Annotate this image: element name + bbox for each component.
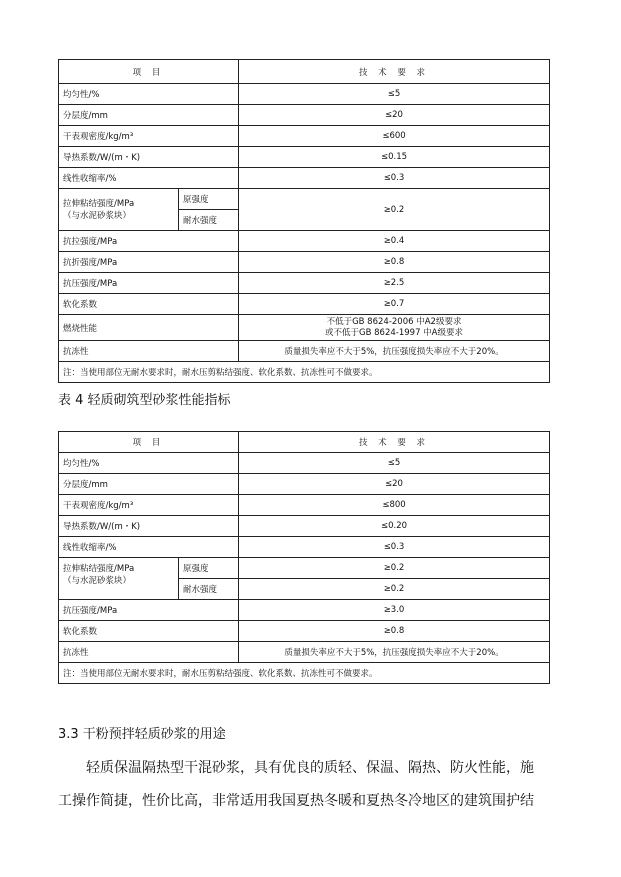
row-value: ≤800 bbox=[239, 495, 550, 516]
table-row bbox=[59, 84, 550, 105]
table-row bbox=[59, 147, 550, 168]
row-label: 抗折强度/MPa bbox=[59, 252, 239, 273]
spec-table-2 bbox=[58, 431, 550, 684]
row-label: 干表观密度/kg/m³ bbox=[59, 126, 239, 147]
row-value: ≤0.3 bbox=[239, 168, 550, 189]
table-row bbox=[59, 558, 550, 579]
frost-value: 质量损失率应不大于5%，抗压强度损失率应不大于20%。 bbox=[239, 341, 550, 362]
row-label: 均匀性/% bbox=[59, 84, 239, 105]
table-row bbox=[59, 315, 550, 341]
row-label: 软化系数 bbox=[59, 621, 239, 642]
bond-value: ≥0.2 bbox=[239, 189, 550, 231]
row-label: 线性收缩率/% bbox=[59, 537, 239, 558]
table-row bbox=[59, 231, 550, 252]
header-item: 项 目 bbox=[59, 432, 239, 453]
table-row bbox=[59, 495, 550, 516]
table-header-row bbox=[59, 60, 550, 84]
table-row bbox=[59, 621, 550, 642]
row-value: ≥0.8 bbox=[239, 252, 550, 273]
frost-label: 抗冻性 bbox=[59, 341, 239, 362]
frost-label: 抗冻性 bbox=[59, 642, 239, 663]
table-note-row bbox=[59, 362, 550, 383]
frost-value: 质量损失率应不大于5%，抗压强度损失率应不大于20%。 bbox=[239, 642, 550, 663]
bond-sub-water: 耐水强度 bbox=[179, 210, 239, 231]
table-note: 注：当使用部位无耐水要求时，耐水压剪粘结强度、软化系数、抗冻性可不做要求。 bbox=[59, 362, 550, 383]
row-value: ≤20 bbox=[239, 105, 550, 126]
row-value: ≤600 bbox=[239, 126, 550, 147]
row-label: 抗压强度/MPa bbox=[59, 273, 239, 294]
row-label: 线性收缩率/% bbox=[59, 168, 239, 189]
bond-sub-water: 耐水强度 bbox=[179, 579, 239, 600]
spec-table-1 bbox=[58, 59, 550, 383]
table-row bbox=[59, 126, 550, 147]
row-label: 导热系数/W/(m・K) bbox=[59, 147, 239, 168]
row-label: 分层度/mm bbox=[59, 474, 239, 495]
row-value: ≤20 bbox=[239, 474, 550, 495]
table-note: 注：当使用部位无耐水要求时，耐水压剪粘结强度、软化系数、抗冻性可不做要求。 bbox=[59, 663, 550, 684]
row-value: ≥0.4 bbox=[239, 231, 550, 252]
bond-value-water: ≥0.2 bbox=[239, 579, 550, 600]
row-label: 干表观密度/kg/m³ bbox=[59, 495, 239, 516]
table-row bbox=[59, 474, 550, 495]
row-value: ≤5 bbox=[239, 453, 550, 474]
table-row bbox=[59, 600, 550, 621]
table-row bbox=[59, 341, 550, 362]
row-value: ≤0.15 bbox=[239, 147, 550, 168]
table-row bbox=[59, 537, 550, 558]
row-value: ≤5 bbox=[239, 84, 550, 105]
bond-label bbox=[59, 189, 179, 231]
row-value: ≤0.20 bbox=[239, 516, 550, 537]
bond-label-line1: 拉伸粘结强度/MPa bbox=[63, 564, 135, 574]
bond-value-original: ≥0.2 bbox=[239, 558, 550, 579]
paragraph-line-1: 轻质保温隔热型干混砂浆，具有优良的质轻、保温、隔热、防火性能，施 bbox=[86, 760, 534, 776]
table-caption: 表 4 轻质砌筑型砂浆性能指标 bbox=[58, 393, 231, 408]
bond-sub-original: 原强度 bbox=[179, 558, 239, 579]
row-label: 导热系数/W/(m・K) bbox=[59, 516, 239, 537]
row-value: ≥2.5 bbox=[239, 273, 550, 294]
fire-value-line1: 不低于GB 8624-2006 中A2级要求 bbox=[326, 316, 462, 327]
row-label: 抗拉强度/MPa bbox=[59, 231, 239, 252]
row-value: ≤0.3 bbox=[239, 537, 550, 558]
row-value: ≥0.7 bbox=[239, 294, 550, 315]
header-requirement: 技 术 要 求 bbox=[239, 60, 550, 84]
fire-value bbox=[239, 315, 550, 341]
bond-label bbox=[59, 558, 179, 600]
table-header-row bbox=[59, 432, 550, 453]
bond-sub-original: 原强度 bbox=[179, 189, 239, 210]
paragraph-line-2: 工操作简捷，性价比高，非常适用我国夏热冬暖和夏热冬冷地区的建筑围护结 bbox=[58, 793, 534, 809]
table-row bbox=[59, 642, 550, 663]
table-row bbox=[59, 168, 550, 189]
fire-value-line2: 或不低于GB 8624-1997 中A级要求 bbox=[325, 327, 463, 338]
table-row bbox=[59, 516, 550, 537]
row-label: 分层度/mm bbox=[59, 105, 239, 126]
row-label: 软化系数 bbox=[59, 294, 239, 315]
table-row bbox=[59, 294, 550, 315]
table-note-row bbox=[59, 663, 550, 684]
row-label: 抗压强度/MPa bbox=[59, 600, 239, 621]
table-row bbox=[59, 453, 550, 474]
header-item: 项 目 bbox=[59, 60, 239, 84]
bond-label-line2: （与水泥砂浆块） bbox=[63, 210, 132, 221]
header-requirement: 技 术 要 求 bbox=[239, 432, 550, 453]
table-row bbox=[59, 273, 550, 294]
table-row bbox=[59, 189, 550, 210]
row-value: ≥3.0 bbox=[239, 600, 550, 621]
section-heading: 3.3 干粉预拌轻质砂浆的用途 bbox=[58, 727, 226, 742]
table-row bbox=[59, 105, 550, 126]
row-label: 均匀性/% bbox=[59, 453, 239, 474]
row-value: ≥0.8 bbox=[239, 621, 550, 642]
bond-label-line1: 拉伸粘结强度/MPa bbox=[63, 198, 135, 209]
table-row bbox=[59, 252, 550, 273]
fire-label: 燃烧性能 bbox=[59, 315, 239, 341]
bond-label-line2: （与水泥砂浆块） bbox=[63, 576, 132, 586]
